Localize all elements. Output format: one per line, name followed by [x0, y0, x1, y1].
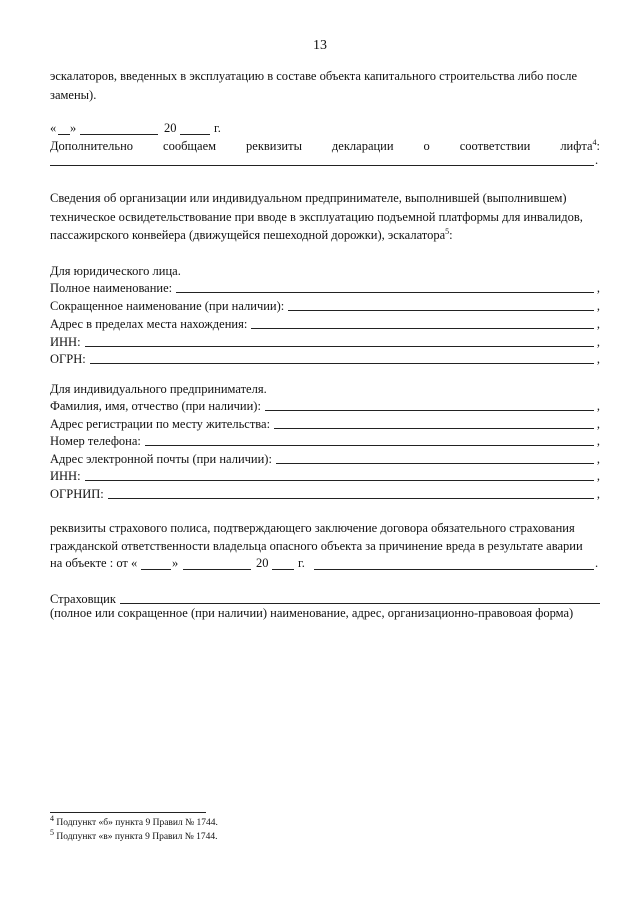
page-number: 13	[313, 38, 327, 53]
date-year-prefix: 20	[164, 121, 177, 135]
legal-inn-field[interactable]: ИНН: ,	[50, 335, 600, 349]
additional-info-line	[50, 139, 600, 154]
org-info-line-1: Сведения об организации или индивидуальном предпринимателе, выполнившей (выполнившем)	[50, 191, 567, 205]
legal-short-name-label: Сокращенное наименование (при наличии):	[50, 299, 285, 313]
legal-full-name-blank[interactable]	[176, 292, 594, 293]
insurance-line-1: реквизиты страхового полиса, подтверждающего заключение договора обязательного страхования	[50, 521, 575, 535]
intro-line-1: эскалаторов, введенных в эксплуатацию в составе объекта капитального строительства либо после	[50, 69, 578, 83]
individual-ogrnip-field[interactable]: ОГРНИП: ,	[50, 487, 600, 501]
legal-ogrn-label: ОГРН:	[50, 352, 86, 366]
legal-short-name-blank[interactable]	[288, 310, 594, 311]
org-info-line-2: техническое освидетельствование при вводе в эксплуатацию подъемной платформы для инвалидов,	[50, 210, 583, 224]
individual-email-label: Адрес электронной почты (при наличии):	[50, 452, 272, 466]
insurance-day-blank[interactable]	[141, 569, 171, 570]
org-info-line-3: пассажирского конвейера (движущейся пешеходной дорожки), эскалатора$^5$:	[50, 226, 453, 242]
insurer-label: Страховщик	[50, 592, 116, 606]
insurance-policy-blank[interactable]	[314, 569, 594, 570]
insurance-year-suffix: г.	[298, 556, 305, 570]
date-year-suffix: г.	[214, 121, 221, 135]
individual-inn-label: ИНН:	[50, 469, 81, 483]
individual-email-blank[interactable]	[276, 463, 594, 464]
individual-fio-blank[interactable]	[265, 410, 594, 411]
individual-heading: Для индивидуального предпринимателя.	[50, 382, 267, 396]
footnote-ref-5: 5	[445, 226, 450, 236]
insurance-month-blank[interactable]	[183, 569, 251, 570]
additional-word-5: о	[423, 139, 430, 153]
legal-ogrn-field[interactable]: ОГРН: ,	[50, 352, 600, 366]
additional-word-2: сообщаем	[163, 139, 217, 153]
legal-ogrn-blank[interactable]	[90, 363, 594, 364]
date-year-blank[interactable]	[180, 134, 210, 135]
individual-inn-blank[interactable]	[85, 480, 594, 481]
additional-word-7: лифта$^4$:	[560, 137, 600, 153]
individual-inn-field[interactable]: ИНН: ,	[50, 469, 600, 483]
additional-word-4: декларации	[331, 139, 394, 153]
footnote-5: $^5$ Подпункт «в» пункта 9 Правил № 1744.	[50, 827, 218, 842]
footnote-separator	[50, 812, 206, 813]
additional-word-3: реквизиты	[246, 139, 302, 153]
insurance-close-quote: »	[172, 556, 179, 570]
date-month-blank[interactable]	[80, 134, 158, 135]
insurance-date-prefix: на объекте : от «	[50, 556, 138, 570]
additional-word-6: соответствии	[459, 139, 531, 153]
legal-full-name-label: Полное наименование:	[50, 281, 173, 295]
date-day-blank[interactable]	[58, 134, 70, 135]
individual-address-blank[interactable]	[274, 428, 594, 429]
legal-entity-heading: Для юридического лица.	[50, 264, 181, 278]
insurance-end-dot: .	[595, 556, 599, 570]
individual-fio-label: Фамилия, имя, отчество (при наличии):	[50, 399, 261, 413]
individual-ogrnip-label: ОГРНИП:	[50, 487, 104, 501]
legal-inn-blank[interactable]	[85, 346, 594, 347]
individual-address-field[interactable]: Адрес регистрации по месту жительства: ,	[50, 417, 600, 431]
additional-word-1: Дополнительно	[50, 139, 134, 153]
individual-phone-label: Номер телефона:	[50, 434, 141, 448]
insurer-note: (полное или сокращенное (при наличии) наименование, адрес, организационно-правовоая форма)	[50, 606, 574, 620]
legal-address-blank[interactable]	[251, 328, 594, 329]
insurance-year-blank[interactable]	[272, 569, 294, 570]
declaration-end-dot: .	[595, 153, 599, 167]
individual-address-label: Адрес регистрации по месту жительства:	[50, 417, 271, 431]
legal-inn-label: ИНН:	[50, 335, 81, 349]
intro-line-2: замены).	[50, 88, 97, 102]
footnote-4: $^4$ Подпункт «б» пункта 9 Правил № 1744.	[50, 813, 218, 828]
insurer-blank[interactable]	[120, 603, 600, 604]
individual-ogrnip-blank[interactable]	[108, 498, 594, 499]
individual-phone-blank[interactable]	[145, 445, 594, 446]
insurance-year-prefix: 20	[256, 556, 269, 570]
legal-full-name-field[interactable]: Полное наименование: ,	[50, 281, 600, 295]
individual-fio-field[interactable]: Фамилия, имя, отчество (при наличии): ,	[50, 399, 600, 413]
footnote-ref-4: 4	[592, 137, 597, 147]
date-close-quote: »	[70, 121, 77, 135]
legal-address-label: Адрес в пределах места нахождения:	[50, 317, 248, 331]
insurance-line-2: гражданской ответственности владельца опасного объекта за причинение вреда в результате аварии	[50, 539, 583, 553]
date-open-quote: «	[50, 121, 57, 135]
legal-short-name-field[interactable]: Сокращенное наименование (при наличии): ,	[50, 299, 600, 313]
individual-email-field[interactable]: Адрес электронной почты (при наличии): ,	[50, 452, 600, 466]
individual-phone-field[interactable]: Номер телефона: ,	[50, 434, 600, 448]
legal-address-field[interactable]: Адрес в пределах места нахождения: ,	[50, 317, 600, 331]
insurer-field[interactable]	[50, 592, 600, 607]
declaration-details-blank[interactable]	[50, 165, 594, 166]
